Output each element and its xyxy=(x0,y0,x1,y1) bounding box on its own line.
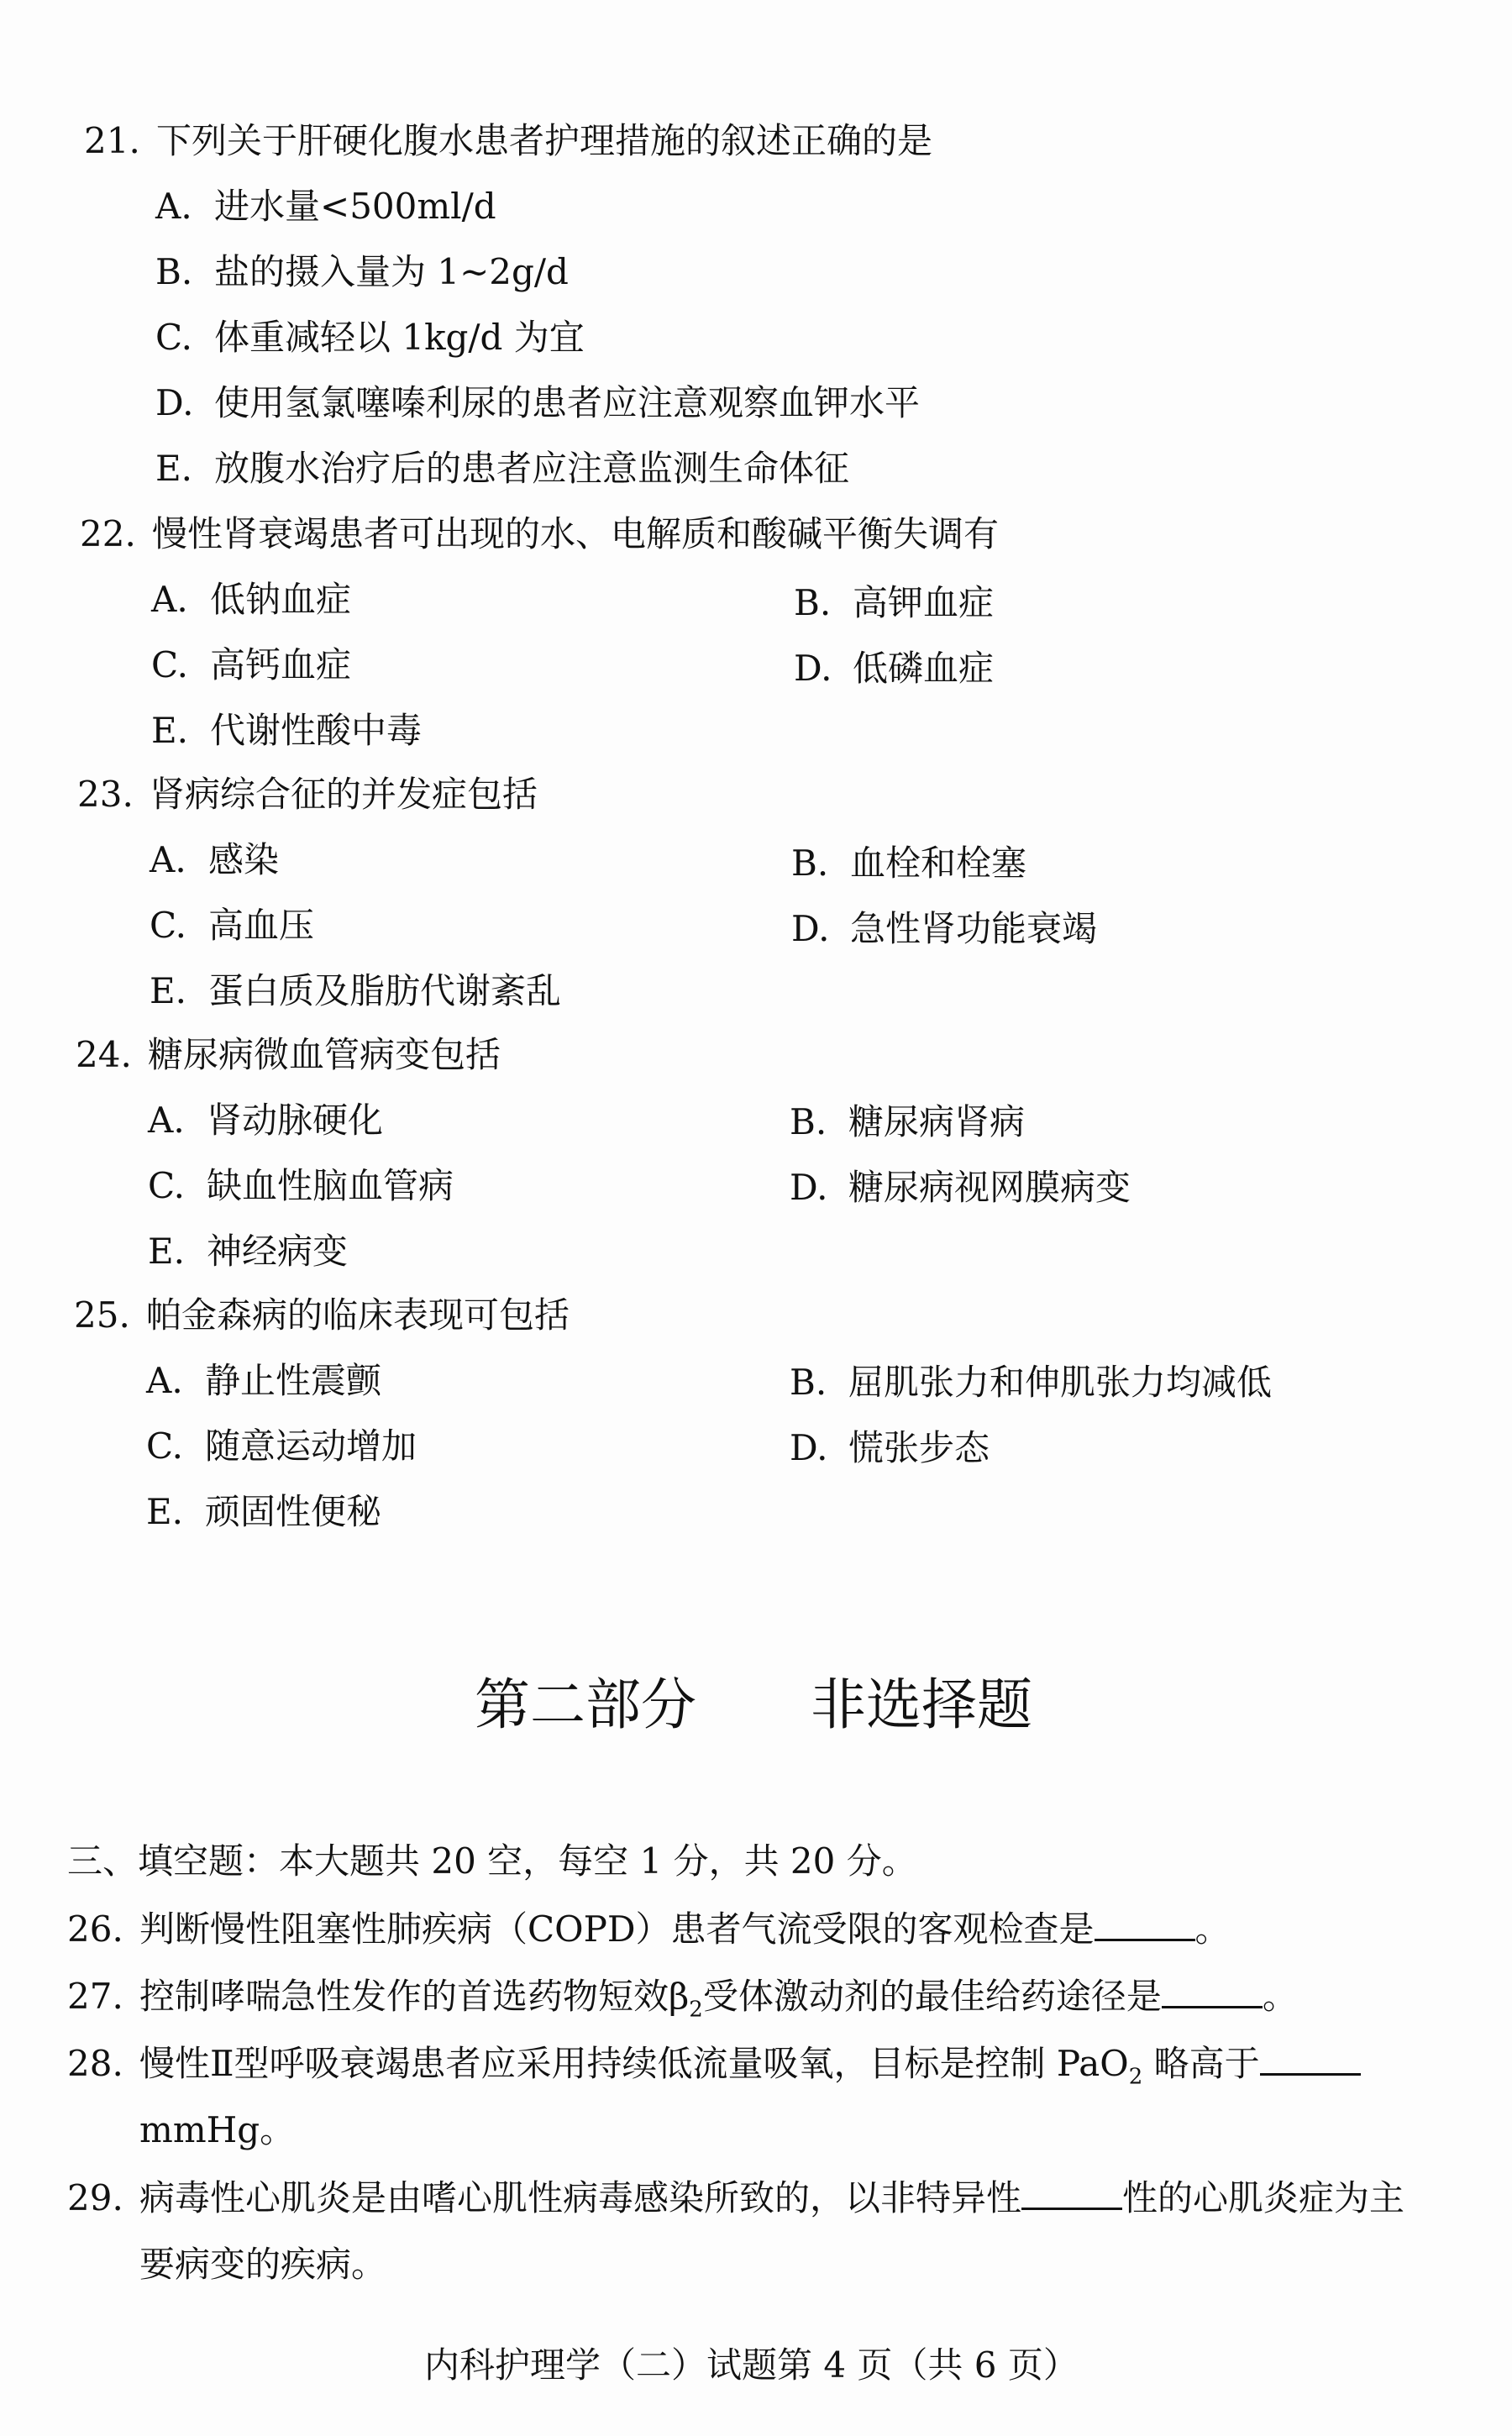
question-28 xyxy=(67,2040,1361,2100)
option-letter: E. xyxy=(155,448,193,489)
option-text: 糖尿病肾病 xyxy=(848,1101,1026,1142)
option-letter: D. xyxy=(155,382,194,423)
option-25e xyxy=(146,1488,381,1536)
question-24-stem xyxy=(76,1032,501,1079)
question-text-mid: 性的心肌炎症为主 xyxy=(1122,2177,1405,2218)
option-25d xyxy=(790,1425,990,1472)
option-text: 缺血性脑血管病 xyxy=(207,1165,454,1206)
option-letter: C. xyxy=(146,1425,183,1467)
option-letter: D. xyxy=(790,1427,828,1468)
question-23-stem xyxy=(77,771,538,818)
option-text: 高钾血症 xyxy=(853,582,995,623)
option-text: 肾动脉硬化 xyxy=(207,1100,384,1141)
option-22b xyxy=(794,580,994,627)
option-24b xyxy=(790,1099,1025,1146)
option-24e xyxy=(148,1228,348,1275)
part2-title-left: 第二部分 xyxy=(475,1672,696,1737)
question-text: 糖尿病微血管病变包括 xyxy=(148,1034,501,1075)
question-number: 29. xyxy=(67,2177,123,2218)
question-text-end: 。 xyxy=(1194,1908,1231,1950)
option-letter: D. xyxy=(794,648,832,689)
question-29 xyxy=(67,2174,1404,2222)
option-letter: D. xyxy=(790,1167,828,1208)
option-text: 慌张步态 xyxy=(848,1427,990,1468)
option-21b xyxy=(155,249,569,296)
question-26 xyxy=(67,1905,1231,1953)
option-text: 随意运动增加 xyxy=(205,1425,417,1467)
option-letter: A. xyxy=(151,579,188,620)
option-text: 放腹水治疗后的患者应注意监测生命体征 xyxy=(214,448,850,489)
question-28-line2: mmHg。 xyxy=(139,2109,296,2150)
option-text: 代谢性酸中毒 xyxy=(210,710,423,751)
question-text-mid: 略高于 xyxy=(1142,2043,1260,2084)
answer-blank[interactable] xyxy=(1162,1972,1263,2008)
option-letter: B. xyxy=(791,843,829,884)
option-letter: C. xyxy=(151,644,188,685)
option-21a xyxy=(155,183,496,230)
subscript: 2 xyxy=(1128,2064,1143,2090)
question-number: 25. xyxy=(74,1294,130,1336)
question-text: 病毒性心肌炎是由嗜心肌性病毒感染所致的，以非特异性 xyxy=(139,2177,1022,2218)
option-letter: C. xyxy=(150,905,186,946)
answer-blank[interactable] xyxy=(1095,1905,1195,1941)
question-number: 27. xyxy=(67,1976,123,2017)
option-letter: D. xyxy=(791,908,830,949)
option-text: 高钙血症 xyxy=(210,644,352,685)
question-text: 慢性Ⅱ型呼吸衰竭患者应采用持续低流量吸氧，目标是控制 PaO xyxy=(139,2043,1129,2084)
option-text: 糖尿病视网膜病变 xyxy=(848,1167,1131,1208)
option-text: 低钠血症 xyxy=(210,579,352,620)
option-letter: B. xyxy=(155,251,193,292)
option-letter: E. xyxy=(150,970,187,1011)
question-22-stem xyxy=(80,511,999,558)
option-letter: B. xyxy=(790,1101,827,1142)
fill-section-heading: 三、填空题：本大题共 20 空，每空 1 分，共 20 分。 xyxy=(67,1840,917,1882)
option-letter: B. xyxy=(794,582,832,623)
question-text: 慢性肾衰竭患者可出现的水、电解质和酸碱平衡失调有 xyxy=(152,513,1000,554)
option-letter: E. xyxy=(151,710,189,751)
option-25b xyxy=(790,1359,1272,1406)
question-number: 21. xyxy=(84,120,140,161)
question-number: 28. xyxy=(67,2043,123,2084)
option-23d xyxy=(791,906,1097,953)
option-text: 急性肾功能衰竭 xyxy=(850,908,1098,949)
option-letter: C. xyxy=(148,1165,185,1206)
option-24a xyxy=(148,1097,383,1144)
option-letter: A. xyxy=(150,839,186,880)
option-text: 高血压 xyxy=(208,905,315,946)
option-text: 感染 xyxy=(208,839,280,880)
option-21d xyxy=(155,380,920,427)
option-23e xyxy=(150,968,561,1015)
option-text: 静止性震颤 xyxy=(205,1360,382,1401)
option-text: 蛋白质及脂肪代谢紊乱 xyxy=(208,970,562,1011)
option-text: 顽固性便秘 xyxy=(205,1491,382,1532)
question-text: 帕金森病的临床表现可包括 xyxy=(146,1294,570,1336)
option-25c xyxy=(146,1423,417,1470)
question-27 xyxy=(67,1972,1298,2033)
question-text-end: 。 xyxy=(1262,1976,1298,2017)
question-29-line2: 要病变的疾病。 xyxy=(139,2244,387,2285)
question-text: 判断慢性阻塞性肺疾病（COPD）患者气流受限的客观检查是 xyxy=(139,1908,1095,1950)
option-23c xyxy=(150,902,314,949)
option-letter: E. xyxy=(148,1231,186,1272)
option-24d xyxy=(790,1164,1131,1211)
option-text: 盐的摄入量为 1~2g/d xyxy=(214,251,569,292)
option-letter: E. xyxy=(146,1491,184,1532)
question-number: 23. xyxy=(77,774,134,815)
option-letter: A. xyxy=(155,186,192,227)
option-letter: B. xyxy=(790,1362,827,1403)
option-text: 屈肌张力和伸肌张力均减低 xyxy=(848,1362,1273,1403)
question-text-mid: 受体激动剂的最佳给药途径是 xyxy=(702,1976,1162,2017)
option-text: 低磷血症 xyxy=(853,648,995,689)
question-number: 22. xyxy=(80,513,136,554)
question-text: 控制哮喘急性发作的首选药物短效β xyxy=(139,1976,690,2017)
option-22c xyxy=(151,642,351,689)
subscript: 2 xyxy=(689,1997,703,2023)
question-text: 下列关于肝硬化腹水患者护理措施的叙述正确的是 xyxy=(156,120,933,161)
option-text: 神经病变 xyxy=(207,1231,349,1272)
part2-title-right: 非选择题 xyxy=(811,1672,1032,1737)
option-24c xyxy=(148,1163,454,1210)
option-21c xyxy=(155,314,585,361)
page-footer: 内科护理学（二）试题第 4 页（共 6 页） xyxy=(424,2344,1079,2386)
option-text: 进水量<500ml/d xyxy=(214,186,496,227)
option-text: 血栓和栓塞 xyxy=(850,843,1027,884)
question-21-stem xyxy=(84,118,932,165)
option-21e xyxy=(155,445,849,492)
option-text: 体重减轻以 1kg/d 为宜 xyxy=(214,317,585,358)
option-letter: A. xyxy=(146,1360,183,1401)
option-23b xyxy=(791,840,1026,887)
answer-blank[interactable] xyxy=(1260,2040,1361,2076)
option-23a xyxy=(150,837,279,884)
question-text: 肾病综合征的并发症包括 xyxy=(150,774,538,815)
option-25a xyxy=(146,1357,381,1404)
option-22e xyxy=(151,707,422,754)
question-25-stem xyxy=(74,1292,570,1339)
option-letter: A. xyxy=(148,1100,185,1141)
question-number: 24. xyxy=(76,1034,132,1075)
answer-blank[interactable] xyxy=(1021,2174,1122,2210)
option-22a xyxy=(151,576,351,623)
option-text: 使用氢氯噻嗪利尿的患者应注意观察血钾水平 xyxy=(214,382,921,423)
option-22d xyxy=(794,645,994,692)
question-number: 26. xyxy=(67,1908,123,1950)
option-letter: C. xyxy=(155,317,192,358)
